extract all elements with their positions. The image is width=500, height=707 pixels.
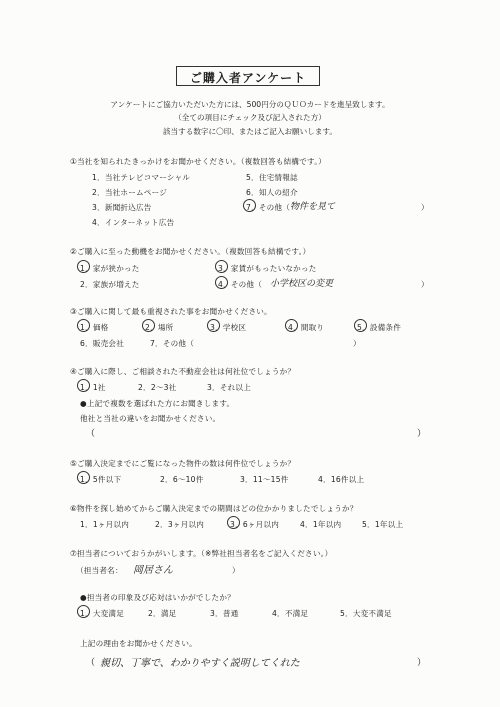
q7-reason-handwritten: 親切、丁寧で、わかりやすく説明してくれた bbox=[100, 658, 300, 669]
q7-option-1[interactable]: 1．大変満足 bbox=[80, 609, 124, 618]
q2-question: ②ご購入に至った動機をお聞かせください。（複数回答も結構です。） bbox=[70, 247, 311, 256]
q3-option-3[interactable]: 3．学校区 bbox=[210, 323, 247, 332]
q6-option-1[interactable]: 1．1ヶ月以内 bbox=[80, 520, 130, 529]
q1-option-4[interactable]: 4．インターネット広告 bbox=[92, 218, 175, 227]
q3-selected-circle-1 bbox=[77, 319, 90, 332]
q6-option-3[interactable]: 3．6ヶ月以内 bbox=[230, 520, 280, 529]
q5-selected-circle bbox=[77, 471, 90, 484]
q7-staff-close: ） bbox=[232, 566, 240, 575]
q1-option-3[interactable]: 3．新聞折込広告 bbox=[92, 203, 152, 212]
page-title: ご購入者アンケート bbox=[189, 71, 307, 85]
q3-option-2[interactable]: 2．場所 bbox=[145, 323, 174, 332]
q3-option-4[interactable]: 4．間取り bbox=[288, 323, 325, 332]
q5-option-2[interactable]: 2．6～10件 bbox=[160, 475, 204, 484]
q4-option-1[interactable]: 1．1社 bbox=[80, 383, 106, 392]
q1-other-handwritten: 物件を見て bbox=[290, 202, 336, 212]
q7-option-2[interactable]: 2．満足 bbox=[148, 609, 177, 618]
q3-option-1[interactable]: 1．価格 bbox=[80, 323, 109, 332]
q3-selected-circle-4 bbox=[285, 319, 298, 332]
q4-selected-circle bbox=[77, 379, 90, 392]
q2-option-3[interactable]: 3．家賃がもったいなかった bbox=[218, 264, 317, 273]
q6-selected-circle bbox=[227, 516, 240, 529]
q1-selected-circle bbox=[243, 199, 256, 212]
q6-option-2[interactable]: 2．3ヶ月以内 bbox=[155, 520, 205, 529]
q3-question: ③ご購入に関して最も重視された事をお聞かせください。 bbox=[70, 307, 272, 316]
intro-line-3: 該当する数字に〇印、またはご記入お願いします。 bbox=[162, 127, 338, 136]
q4-followup-2: 他社と当社の違いをお聞かせください。 bbox=[80, 414, 221, 423]
q5-question: ⑤ご購入決定までにご覧になった物件の数は何件位でしょうか？ bbox=[70, 459, 296, 468]
q7-reason-open: （ bbox=[86, 658, 96, 668]
q1-question: ①当社を知られたきっかけをお聞かせください。（複数回答も結構です。） bbox=[70, 157, 326, 166]
q2-other-close: ） bbox=[421, 280, 429, 289]
q2-option-1[interactable]: 1．家が狭かった bbox=[80, 264, 140, 273]
q3-option-6[interactable]: 6．販売会社 bbox=[80, 339, 124, 348]
q2-selected-circle-3 bbox=[215, 260, 228, 273]
q7-option-5[interactable]: 5．大変不満足 bbox=[340, 609, 392, 618]
title-box bbox=[176, 66, 320, 86]
q4-followup-1: ●上記で複数を選ばれた方にお聞きします。 bbox=[80, 399, 235, 408]
q7-option-3[interactable]: 3．普通 bbox=[210, 609, 239, 618]
q3-selected-circle-3 bbox=[207, 319, 220, 332]
q1-option-1[interactable]: 1．当社テレビコマーシャル bbox=[92, 173, 191, 182]
q7-reason-close: ） bbox=[417, 658, 427, 668]
q7-option-4[interactable]: 4．不満足 bbox=[272, 609, 309, 618]
q7-selected-circle bbox=[77, 605, 90, 618]
q6-option-4[interactable]: 4．1年以内 bbox=[300, 520, 342, 529]
q4-question: ④ご購入に際し、ご相談された不動産会社は何社位でしょうか？ bbox=[70, 367, 296, 376]
q4-answer-close: ） bbox=[417, 429, 427, 439]
q5-option-1[interactable]: 1．5件以下 bbox=[80, 475, 122, 484]
q4-answer-open: （ bbox=[86, 429, 96, 439]
q7-question: ⑦担当者についておうかがいします。（※弊社担当者名をご記入ください。） bbox=[70, 549, 333, 558]
q2-selected-circle-1 bbox=[77, 260, 90, 273]
q1-option-2[interactable]: 2．当社ホームページ bbox=[92, 188, 168, 197]
q4-option-2[interactable]: 2．2～3社 bbox=[138, 383, 177, 392]
q3-option-7[interactable]: 7．その他（ bbox=[150, 339, 194, 348]
q4-option-3[interactable]: 3．それ以上 bbox=[207, 383, 251, 392]
q2-other-handwritten: 小学校区の変更 bbox=[270, 279, 334, 289]
q7-staff-handwritten: 岡居さん bbox=[133, 565, 173, 576]
q3-option-5[interactable]: 5．設備条件 bbox=[357, 323, 401, 332]
q1-option-7[interactable]: 7．その他（ bbox=[246, 203, 290, 212]
q2-option-2[interactable]: 2．家族が増えた bbox=[80, 280, 140, 289]
q2-selected-circle-4 bbox=[215, 276, 228, 289]
q5-option-4[interactable]: 4．16件以上 bbox=[318, 475, 365, 484]
q5-option-3[interactable]: 3．11～15件 bbox=[240, 475, 289, 484]
q2-option-4[interactable]: 4．その他（ bbox=[218, 280, 262, 289]
q7-reason-label: 上記の理由をお聞かせください。 bbox=[80, 639, 197, 648]
q3-other-close: ） bbox=[353, 339, 361, 348]
q6-question: ⑥物件を探し始めてからご購入決定までの期間はどの位かかりましたでしょうか？ bbox=[70, 504, 358, 513]
q3-selected-circle-5 bbox=[354, 319, 367, 332]
q7-impression-question: ●担当者の印象及び応対はいかがでしたか？ bbox=[80, 593, 235, 602]
intro-line-1: アンケートにご協力いただいた方には、500円分のＱＵＯカードを進呈致します。 bbox=[110, 100, 390, 109]
q1-other-close: ） bbox=[421, 203, 429, 212]
q3-selected-circle-2 bbox=[142, 319, 155, 332]
q6-option-5[interactable]: 5．1年以上 bbox=[362, 520, 404, 529]
intro-line-2: （全ての項目にチェック及び記入された方） bbox=[174, 113, 326, 122]
q1-option-6[interactable]: 6．知人の紹介 bbox=[246, 188, 298, 197]
q7-staff-label: （担当者名： bbox=[76, 566, 123, 575]
q1-option-5[interactable]: 5．住宅情報誌 bbox=[246, 173, 298, 182]
